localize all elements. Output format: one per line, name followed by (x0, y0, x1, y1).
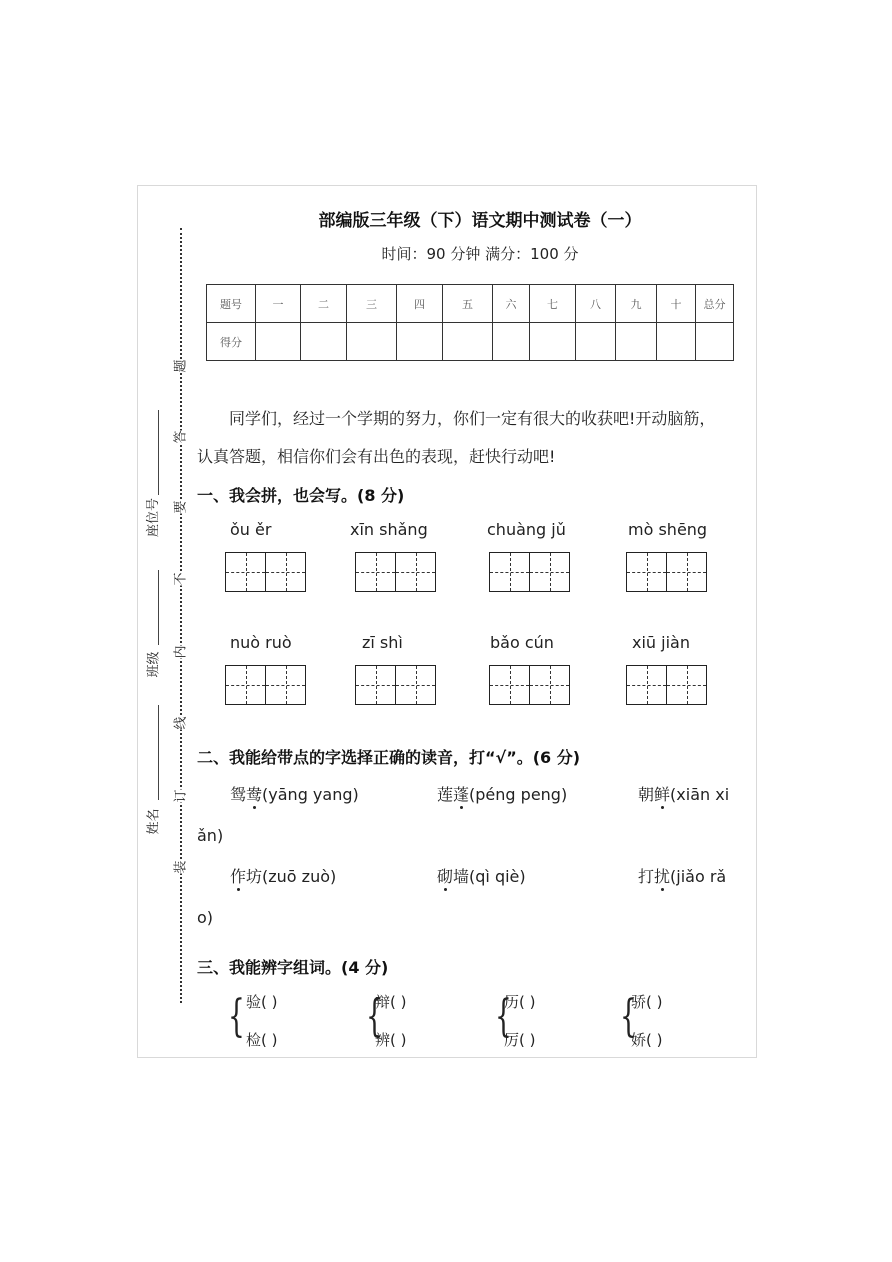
reading-item[interactable] (437, 782, 567, 805)
item-char: 鸳 (230, 785, 247, 804)
pinyin-prompt: xīn shǎng (350, 520, 428, 539)
grid-cell[interactable] (396, 553, 435, 591)
pinyin-prompt: chuàng jǔ (487, 520, 566, 539)
section-1-heading: 一、我会拼，也会写。(8 分) (197, 486, 405, 505)
pinyin-prompt: bǎo cún (490, 633, 554, 652)
item-char: 打 (638, 867, 655, 886)
intro-line-2: 认真答题，相信你们会有出色的表现，赶快行动吧! (197, 447, 556, 466)
binding-char: 订 (173, 789, 189, 803)
binding-dotted-line (180, 228, 182, 1003)
writing-grid[interactable] (489, 552, 570, 592)
pinyin-prompt: ǒu ěr (230, 520, 272, 539)
reading-options: (yāng yang) (262, 785, 359, 804)
binding-char: 内 (173, 645, 189, 659)
exam-subtitle: 时间：90 分钟 满分：100 分 (381, 245, 579, 263)
dotted-char: 扰 (654, 864, 670, 887)
grid-cell[interactable] (490, 666, 530, 704)
pinyin-prompt: zī shì (362, 633, 403, 652)
reading-options: (jiǎo rǎ (670, 867, 727, 886)
score-table-header-label: 题号 (207, 285, 256, 323)
binding-char: 装 (173, 860, 189, 874)
binding-char: 要 (173, 500, 189, 514)
reading-item[interactable] (230, 782, 359, 805)
class-blank[interactable] (158, 570, 159, 645)
reading-options: (xiān xi (670, 785, 730, 804)
grid-cell[interactable] (530, 553, 569, 591)
binding-char: 题 (173, 359, 189, 373)
word-blank[interactable]: 验( ) (246, 993, 278, 1011)
item-char: 莲 (437, 785, 454, 804)
score-table (206, 284, 734, 361)
score-table-score-row (207, 323, 734, 361)
reading-item[interactable] (437, 864, 526, 887)
score-cell[interactable] (443, 323, 493, 361)
score-table-column: 八 (576, 285, 616, 323)
score-table-column: 五 (443, 285, 493, 323)
grid-cell[interactable] (266, 666, 305, 704)
reading-options: 坊(zuō zuò) (246, 867, 337, 886)
word-blank[interactable]: 辩( ) (375, 993, 407, 1011)
grid-cell[interactable] (627, 666, 667, 704)
writing-grid[interactable] (626, 552, 707, 592)
brace-icon: { (366, 991, 383, 1042)
score-cell[interactable] (657, 323, 696, 361)
score-table-column: 七 (530, 285, 576, 323)
score-cell[interactable] (256, 323, 301, 361)
grid-cell[interactable] (356, 553, 396, 591)
score-table-row-label: 得分 (207, 323, 256, 361)
grid-cell[interactable] (667, 553, 706, 591)
grid-cell[interactable] (667, 666, 706, 704)
dotted-char: 砌 (437, 864, 453, 887)
writing-grid[interactable] (489, 665, 570, 705)
score-cell[interactable] (530, 323, 576, 361)
binding-char: 答 (173, 430, 189, 444)
reading-item[interactable] (638, 864, 726, 887)
writing-grid[interactable] (225, 552, 306, 592)
writing-grid[interactable] (225, 665, 306, 705)
grid-cell[interactable] (396, 666, 435, 704)
word-blank[interactable]: 检( ) (246, 1031, 278, 1049)
score-cell[interactable] (347, 323, 397, 361)
score-table-column: 三 (347, 285, 397, 323)
score-cell[interactable] (616, 323, 657, 361)
item-char: 朝 (638, 785, 655, 804)
writing-grid[interactable] (626, 665, 707, 705)
word-blank[interactable]: 娇( ) (631, 1031, 663, 1049)
reading-wrap: o) (197, 908, 214, 927)
section-2-heading: 二、我能给带点的字选择正确的读音，打“√”。(6 分) (197, 748, 581, 767)
grid-cell[interactable] (266, 553, 305, 591)
grid-cell[interactable] (627, 553, 667, 591)
reading-item[interactable] (230, 864, 336, 887)
dotted-char: 鲜 (654, 782, 670, 805)
pinyin-prompt: xiū jiàn (632, 633, 690, 652)
word-blank[interactable]: 厉( ) (504, 1031, 536, 1049)
grid-cell[interactable] (226, 553, 266, 591)
grid-cell[interactable] (530, 666, 569, 704)
grid-cell[interactable] (226, 666, 266, 704)
brace-icon: { (228, 991, 245, 1042)
brace-icon: { (495, 991, 512, 1042)
score-table-column: 四 (397, 285, 443, 323)
brace-icon: { (620, 991, 637, 1042)
word-blank[interactable]: 历( ) (504, 993, 536, 1011)
class-label: 班级 (146, 651, 162, 678)
reading-wrap: ǎn) (197, 826, 224, 845)
writing-grid[interactable] (355, 552, 436, 592)
exam-title: 部编版三年级（下）语文期中测试卷（一） (318, 211, 642, 231)
pinyin-prompt: nuò ruò (230, 633, 292, 652)
dotted-char: 作 (230, 864, 246, 887)
score-cell[interactable] (493, 323, 530, 361)
section-3-heading: 三、我能辨字组词。(4 分) (197, 958, 389, 977)
score-table-column: 总分 (696, 285, 734, 323)
seat-number-label: 座位号 (146, 497, 162, 538)
score-table-header-row (207, 285, 734, 323)
score-table-column: 六 (493, 285, 530, 323)
score-table-column: 十 (657, 285, 696, 323)
writing-grid[interactable] (355, 665, 436, 705)
score-cell[interactable] (696, 323, 734, 361)
score-cell[interactable] (397, 323, 443, 361)
reading-item[interactable] (638, 782, 729, 805)
score-cell[interactable] (301, 323, 347, 361)
name-label: 姓名 (146, 808, 162, 835)
name-blank[interactable] (158, 705, 159, 800)
reading-options: 墙(qì qiè) (453, 867, 526, 886)
grid-cell[interactable] (490, 553, 530, 591)
score-cell[interactable] (576, 323, 616, 361)
grid-cell[interactable] (356, 666, 396, 704)
word-blank[interactable]: 骄( ) (631, 993, 663, 1011)
binding-char: 线 (173, 716, 189, 730)
reading-options: (péng peng) (469, 785, 568, 804)
binding-char: 不 (173, 572, 189, 586)
pinyin-prompt: mò shēng (628, 520, 708, 539)
seat-number-blank[interactable] (158, 410, 159, 495)
word-blank[interactable]: 辨( ) (375, 1031, 407, 1049)
score-table-column: 二 (301, 285, 347, 323)
dotted-char: 蓬 (453, 782, 469, 805)
score-table-column: 九 (616, 285, 657, 323)
score-table-column: 一 (256, 285, 301, 323)
dotted-char: 鸯 (246, 782, 262, 805)
intro-line-1: 同学们，经过一个学期的努力，你们一定有很大的收获吧!开动脑筋， (229, 409, 716, 428)
